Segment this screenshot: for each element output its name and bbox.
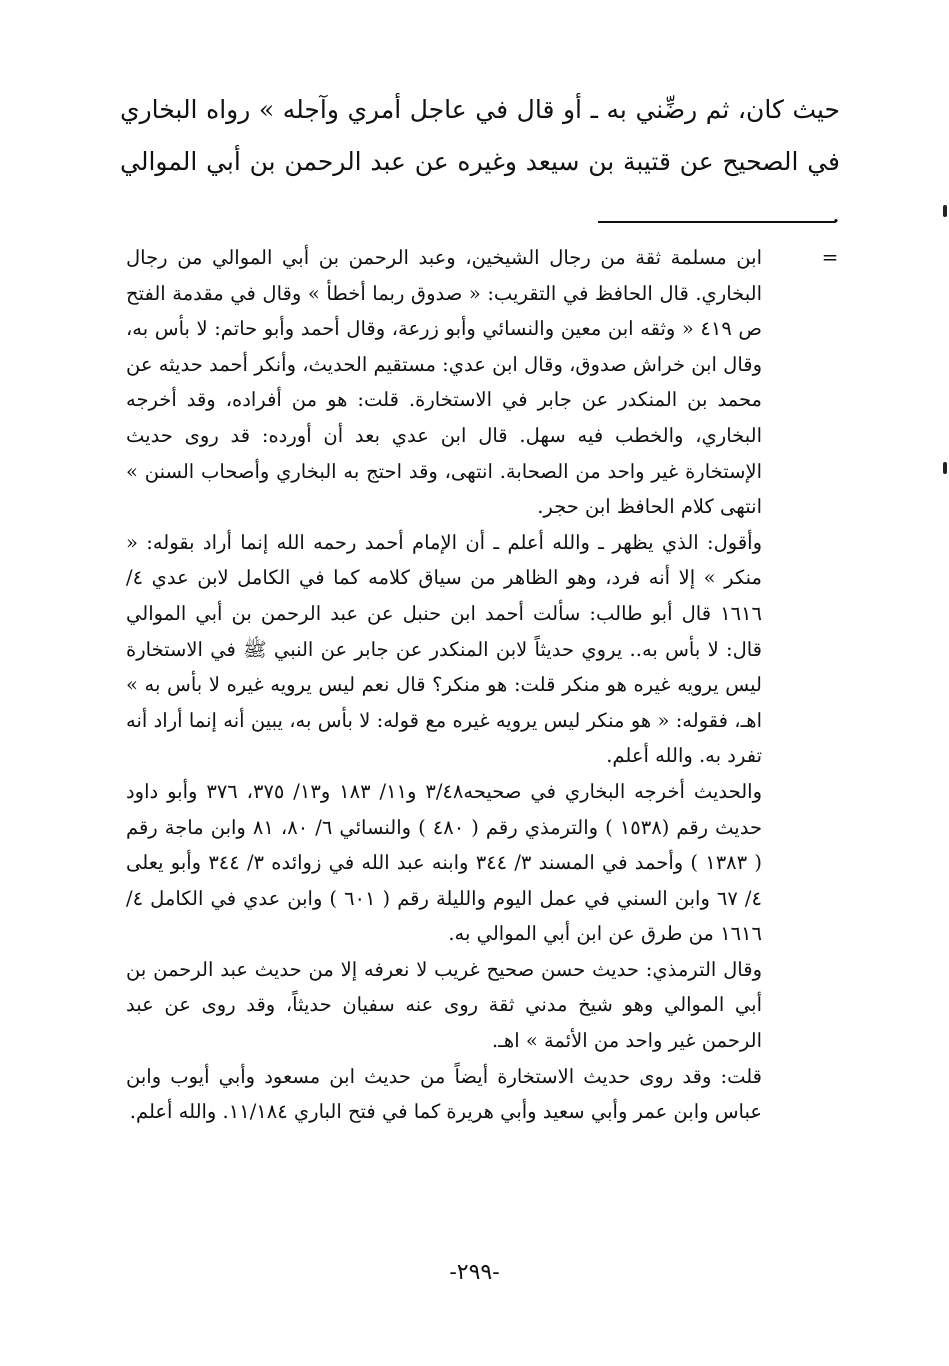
page-number: -٢٩٩-	[449, 1260, 500, 1285]
main-paragraph: حيث كان، ثم رضِّني به ـ أو قال في عاجل أمري وآجله » رواه البخاري في الصحيح عن قتيبة بن سيعد وغيره عن عبد الرحمن بن أبي الموالي .	[120, 95, 840, 228]
footnote-paragraph: والحديث أخرجه البخاري في صحيحه٣/٤٨ و١١/ ١٨٣ و١٣/ ٣٧٥، ٣٧٦ وأبو داود حديث رقم (١٥٣٨ ) والترمذي رقم ( ٤٨٠ ) والنسائي ٦/ ٨٠، ٨١ وابن ماجة رقم ( ١٣٨٣ ) وأحمد في المسند ٣/ ٣٤٤ وابنه عبد الله في زوائده ٣/ ٣٤٤ وأبو يعلى ٤/ ٦٧ وابن السني في عمل اليوم والليلة رقم ( ٦٠١ ) وابن عدي في الكامل ٤/ ١٦١٦ من طرق عن ابن أبي الموالي به.	[126, 779, 762, 946]
footnote-paragraph: قلت: وقد روى حديث الاستخارة أيضاً من حديث ابن مسعود وأبي أيوب وابن عباس وابن عمر وأبي سعيد وأبي هريرة كما في فتح الباري ١١/١٨٤. والله أعلم.	[126, 1064, 762, 1124]
main-text-block	[120, 84, 840, 240]
footnote-separator-rule	[598, 221, 836, 223]
footnote-continuation-marker: =	[821, 245, 839, 269]
scan-edge-mark	[943, 205, 947, 217]
footnotes-block	[126, 240, 762, 1130]
scan-edge-mark	[943, 462, 947, 474]
footnote-paragraph: ابن مسلمة ثقة من رجال الشيخين، وعبد الرحمن بن أبي الموالي من رجال البخاري. قال الحافظ في التقريب: « صدوق ربما أخطأ » وقال في مقدمة الفتح ص ٤١٩ « وثقه ابن معين والنسائي وأبو زرعة، وقال أحمد وأبو حاتم: لا بأس به، وقال ابن خراش صدوق، وقال ابن عدي: مستقيم الحديث، وأنكر أحمد حديثه عن محمد بن المنكدر عن جابر في الاستخارة. قلت: هو من أفراده، وقد أخرجه البخاري، والخطب فيه سهل. قال ابن عدي بعد أن أورده: قد روى حديث الإستخارة غير واحد من الصحابة. انتهى، وقد احتج به البخاري وأصحاب السنن » انتهى كلام الحافظ ابن حجر.	[126, 246, 762, 519]
footnote-paragraph: وقال الترمذي: حديث حسن صحيح غريب لا نعرفه إلا من حديث عبد الرحمن بن أبي الموالي وهو شيخ مدني ثقة روى عنه سفيان حديثاً، وقد روى عن عبد الرحمن غير واحد من الأئمة » اهـ.	[126, 957, 762, 1053]
footnote-paragraph: وأقول: الذي يظهر ـ والله أعلم ـ أن الإمام أحمد رحمه الله إنما أراد بقوله: « منكر » إلا أنه فرد، وهو الظاهر من سياق كلامه كما في الكامل لابن عدي ٤/ ١٦١٦ قال أبو طالب: سألت أحمد ابن حنبل عن عبد الرحمن بن أبي الموالي قال: لا بأس به.. يروي حديثاً لابن المنكدر عن جابر عن النبي ﷺ في الاستخارة ليس يرويه غيره هو منكر قلت: هو منكر؟ قال نعم ليس يرويه غيره لا بأس به » اهـ، فقوله: « هو منكر ليس يرويه غيره مع قوله: لا بأس به، يبين أنه إنما أراد أنه تفرد به. والله أعلم.	[126, 530, 762, 768]
